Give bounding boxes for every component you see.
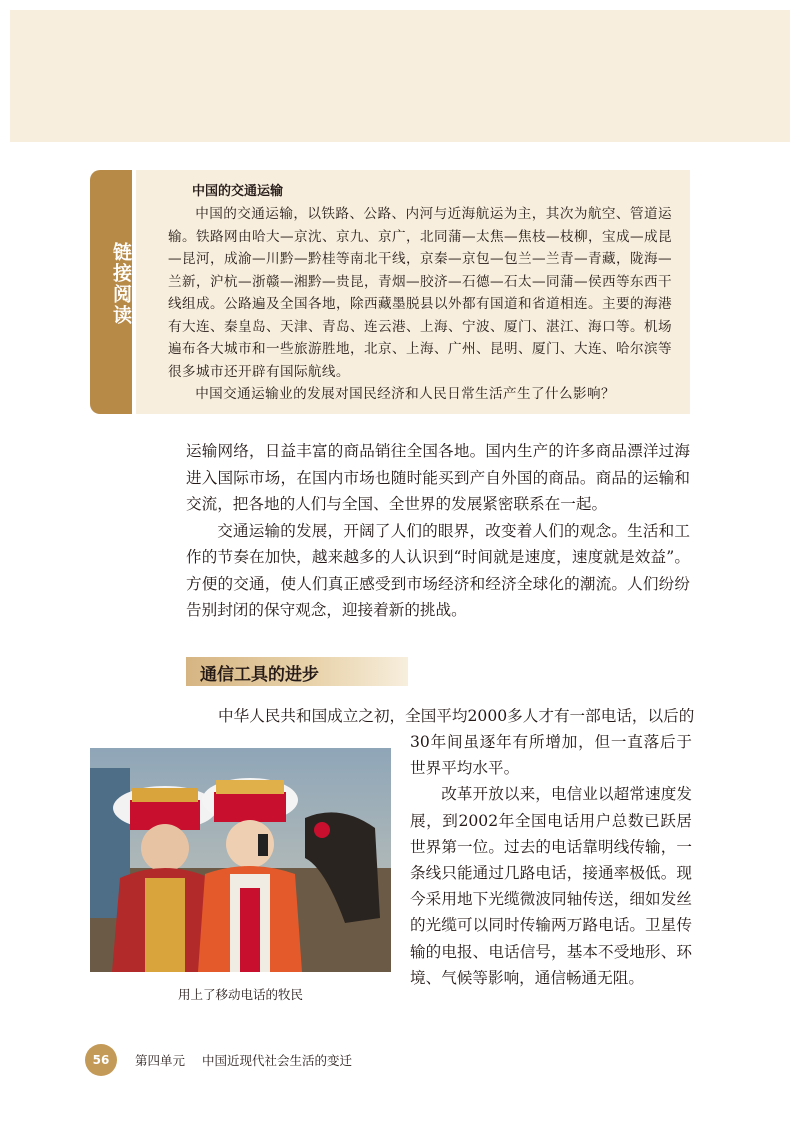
- photo-illustration: [90, 748, 391, 972]
- reading-text: [168, 203, 672, 406]
- section-paragraph-1-rest: 30年间虽逐年有所增加，但一直落后于世界平均水平。: [410, 733, 692, 778]
- reading-title: 中国的交通运输: [192, 184, 284, 199]
- section-paragraph-2: 改革开放以来，电信业以超常速度发展，到2002年全国电话用户总数已跃居世界第一位。过去的电话靠明线传输，一条线只能通过几路电话，接通率极低。现今采用地下光缆微波同轴传送，细如发丝的光缆可以同时传输两万路电话。卫星传输的电报、电话信号，基本不受地形、环境、气候等影响，通信畅通无阻。: [410, 785, 692, 987]
- section-right-column: [410, 729, 692, 991]
- body-paragraph-1: 运输网络，日益丰富的商品销往全国各地。国内生产的许多商品漂洋过海进入国际市场，在国内市场也随时能买到产自外国的商品。商品的运输和交流，把各地的人们与全国、全世界的发展紧密联系在一起。: [186, 442, 690, 513]
- top-header-band: [10, 10, 790, 142]
- reading-tab: [90, 170, 132, 414]
- section-heading-text: 通信工具的进步: [200, 665, 319, 685]
- body-text: [186, 438, 690, 624]
- page-number: 56: [85, 1044, 117, 1076]
- footer-unit-title: 中国近现代社会生活的变迁: [202, 1053, 353, 1068]
- reading-paragraph: 中国的交通运输，以铁路、公路、内河与近海航运为主，其次为航空、管道运输。铁路网由哈大—京沈、京九、京广，北同蒲—太焦—焦枝—枝柳，宝成—成昆—昆河，成渝—川黔—黔桂等南北干线，京秦—京包—包兰—兰青—青藏，陇海—兰新，沪杭—浙赣—湘黔—贵昆，青烟—胶济—石德—石太—同蒲—侯西等东西干线组成。公路遍及全国各地，除西藏墨脱县以外都有国道和省道相连。主要的海港有大连、秦皇岛、天津、青岛、连云港、上海、宁波、厦门、湛江、海口等。机场遍布各大城市和一些旅游胜地，北京、上海、广州、昆明、厦门、大连、哈尔滨等很多城市还开辟有国际航线。: [168, 206, 672, 380]
- section-paragraph-1-line1: 中华人民共和国成立之初，全国平均2000多人才有一部电话，以后的: [218, 707, 695, 725]
- photo-caption: 用上了移动电话的牧民: [177, 987, 303, 1002]
- reading-tab-label: 链接阅读: [110, 242, 132, 326]
- herders-with-mobile-phone-photo: [90, 748, 391, 972]
- body-paragraph-2: 交通运输的发展，开阔了人们的眼界，改变着人们的观念。生活和工作的节奏在加快，越来越多的人认识到“时间就是速度，速度就是效益”。方便的交通，使人们真正感受到市场经济和经济全球化的潮流。人们纷纷告别封闭的保守观念，迎接着新的挑战。: [186, 521, 690, 619]
- reading-question: 中国交通运输业的发展对国民经济和人民日常生活产生了什么影响？: [195, 386, 615, 402]
- footer-unit: 第四单元: [135, 1053, 186, 1068]
- section-heading: [186, 657, 408, 686]
